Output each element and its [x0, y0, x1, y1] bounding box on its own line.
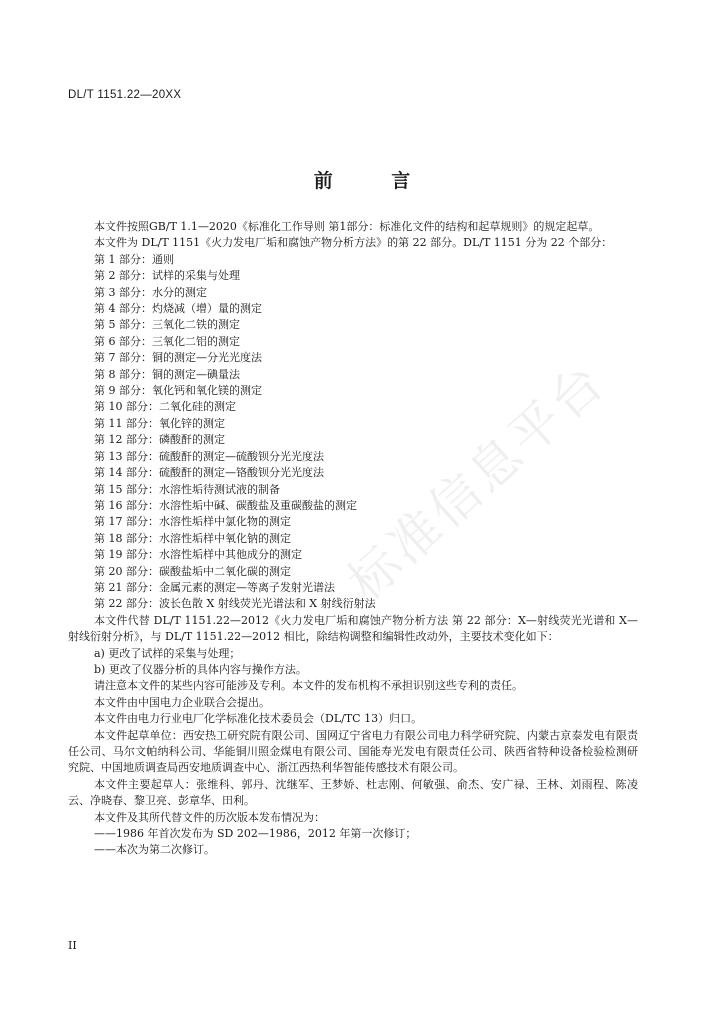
part-list-item: 第 7 部分：铜的测定—分光光度法 [94, 351, 262, 365]
parts-list [68, 252, 638, 613]
part-list-item: 第 8 部分：铜的测定—碘量法 [94, 367, 240, 381]
part-list-item: 第 18 部分：水溶性垢样中氧化钠的测定 [94, 531, 291, 545]
replacement-paragraph: 本文件代替 DL/T 1151.22—2012《火力发电厂垢和腐蚀产物分析方法 第 22 部分：X—射线荧光光谱和 X—射线衍射分析》，与 DL/T 1151.22—2012 相比，除结构调整和编辑性改动外，主要技术变化如下： [68, 613, 638, 644]
part-list-item: 第 2 部分：试样的采集与处理 [94, 269, 240, 283]
change-item: b) 更改了仪器分析的具体内容与操作方法。 [94, 662, 307, 676]
part-list-item: 第 19 部分：水溶性垢样中其他成分的测定 [94, 548, 302, 562]
page-title: 前 言 [313, 170, 437, 192]
intro-paragraph: 本文件按照GB/T 1.1—2020《标准化工作导则 第1部分：标准化文件的结构和起草规则》的规定起草。 [94, 220, 600, 233]
part-list-item: 第 3 部分：水分的测定 [94, 285, 207, 299]
committee-paragraph: 本文件由电力行业电厂化学标准化技术委员会（DL/TC 13）归口。 [94, 712, 423, 726]
part-list-item: 第 20 部分：碳酸盐垢中二氧化碳的测定 [94, 564, 291, 578]
part-list-item: 第 6 部分：三氧化二铝的测定 [94, 334, 240, 348]
scope-paragraph: 本文件为 DL/T 1151《火力发电厂垢和腐蚀产物分析方法》的第 22 部分。DL/T 1151 分为 22 个部分： [94, 236, 613, 250]
part-list-item: 第 16 部分：水溶性垢中碱、碳酸盐及重碳酸盐的测定 [94, 498, 357, 512]
patent-notice: 请注意本文件的某些内容可能涉及专利。本文件的发布机构不承担识别这些专利的责任。 [94, 679, 523, 693]
part-list-item: 第 21 部分：金属元素的测定—等离子发射光谱法 [94, 580, 335, 594]
part-list-item: 第 1 部分：通则 [94, 252, 174, 266]
part-list-item: 第 9 部分：氧化钙和氧化镁的测定 [94, 384, 262, 398]
watermark-text: 标准信息平台 [337, 351, 617, 612]
proposer-paragraph: 本文件由中国电力企业联合会提出。 [94, 695, 270, 709]
header-doc-code: DL/T 1151.22—20XX [68, 89, 182, 101]
part-list-item: 第 12 部分：磷酸酐的测定 [94, 433, 225, 447]
part-list-item: 第 17 部分：水溶性垢样中氯化物的测定 [94, 515, 291, 529]
history-item: ——本次为第二次修订。 [94, 843, 215, 857]
part-list-item: 第 11 部分：氧化锌的测定 [94, 416, 225, 430]
history-intro: 本文件及其所代替文件的历次版本发布情况为： [94, 810, 325, 824]
history-item: ——1986 年首次发布为 SD 202—1986，2012 年第一次修订； [94, 827, 417, 841]
part-list-item: 第 15 部分：水溶性垢待测试液的制备 [94, 482, 280, 496]
part-list-item: 第 22 部分：波长色散 X 射线荧光光谱法和 X 射线衍射法 [94, 597, 376, 611]
part-list-item: 第 14 部分：硫酸酐的测定—铬酸钡分光光度法 [94, 466, 324, 480]
part-list-item: 第 5 部分：三氧化二铁的测定 [94, 318, 240, 332]
change-item: a) 更改了试样的采集与处理； [94, 646, 241, 660]
part-list-item: 第 10 部分：二氧化硅的测定 [94, 400, 236, 414]
drafting-units-paragraph: 本文件起草单位：西安热工研究院有限公司、国网辽宁省电力有限公司电力科学研究院、内蒙古京泰发电有限责任公司、马尔文帕纳科公司、华能铜川照金煤电有限公司、国能寿光发电有限责任公司、陕西省特种设备检验检测研究院、中国地质调查局西安地质调查中心、浙江西热利华智能传感技术有限公司。 [68, 728, 638, 775]
document-body [68, 219, 638, 859]
page-number: II [68, 939, 77, 952]
part-list-item: 第 4 部分：灼烧减（增）量的测定 [94, 302, 262, 316]
drafters-paragraph: 本文件主要起草人：张维科、郭丹、沈继军、王梦娇、杜志刚、何敏强、俞杰、安广禄、王林、刘雨程、陈凌云、净晓春、黎卫亮、彭章华、田利。 [68, 777, 638, 808]
part-list-item: 第 13 部分：硫酸酐的测定—硫酸钡分光光度法 [94, 449, 324, 463]
